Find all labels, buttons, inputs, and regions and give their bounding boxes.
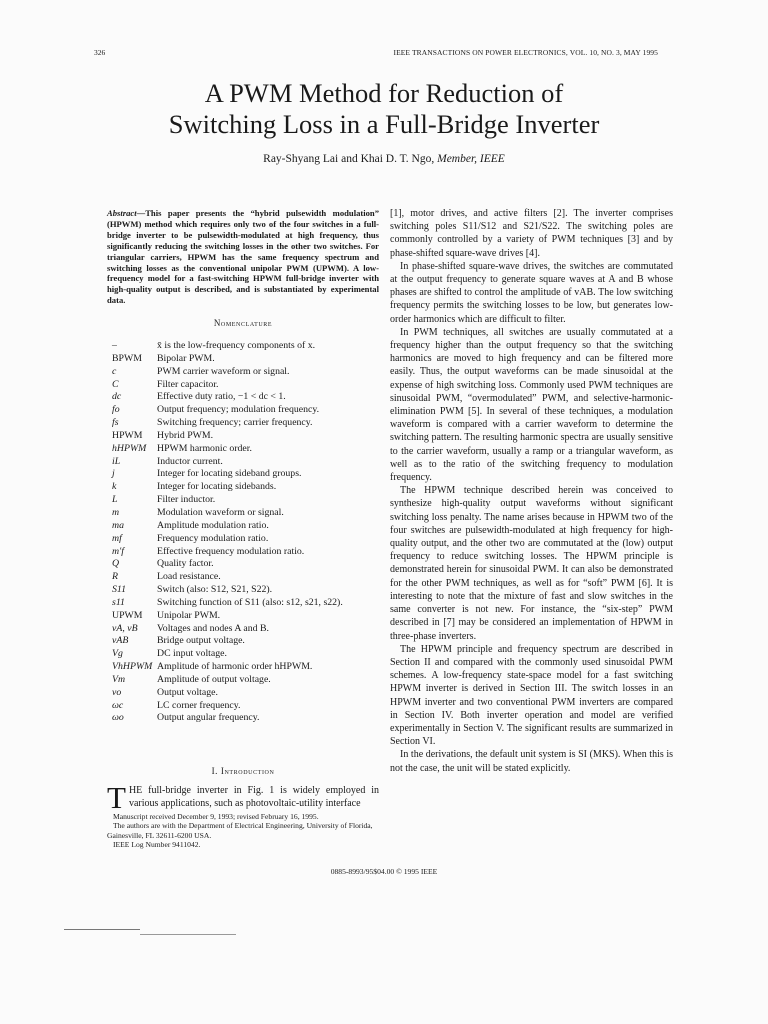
paragraph-4: The HPWM technique described herein was conceived to synthesize high-quality output waveforms without significant switching loss penalty. The name arises because in HPWM two of the four switches are pulsewidth-modulated at high frequency for high-quality output, and the other two are commutated at the (low) output frequency to reduce switching losses. The HPWM principle is demonstrated herein for sinusoidal PWM. It can also be demonstrated for the other PWM techniques, as well as for “soft” PWM [6]. It is interesting to note that the mixture of fast and slow switches in the same converter is not new. For instance, the “six-step” PWM described in [7] may be considered an implementation of HPWM in three-phase inverters. (390, 485, 673, 642)
nomenclature-row (112, 533, 343, 546)
paper-title (0, 78, 768, 140)
nomenclature-definition: Switching function of S11 (also: s12, s21, s22). (157, 596, 343, 608)
nomenclature-symbol: fo (112, 404, 120, 416)
nomenclature-row (112, 391, 343, 404)
nomenclature-symbol: – (112, 340, 117, 351)
nomenclature-row (112, 597, 343, 610)
nomenclature-definition: Inductor current. (157, 455, 223, 467)
nomenclature-definition: x̄ is the low-frequency components of x. (157, 340, 316, 351)
title-line-2: Switching Loss in a Full-Bridge Inverter (168, 109, 600, 139)
nomenclature-definition: Frequency modulation ratio. (157, 532, 269, 544)
nomenclature-symbol: Q (112, 558, 120, 570)
nomenclature-symbol: ma (112, 519, 124, 531)
scan-rule (64, 929, 140, 930)
introduction-text (107, 780, 379, 815)
right-column (390, 207, 673, 775)
nomenclature-row (112, 712, 343, 725)
nomenclature-symbol: m′f (112, 545, 124, 557)
nomenclature-symbol: Vg (112, 648, 123, 660)
nomenclature-definition: Integer for locating sideband groups. (157, 468, 302, 480)
nomenclature-definition: Quality factor. (157, 558, 214, 570)
nomenclature-heading: Nomenclature (213, 318, 273, 328)
nomenclature-symbol: C (112, 378, 119, 390)
nomenclature-definition: Unipolar PWM. (157, 609, 221, 621)
nomenclature-definition: DC input voltage. (157, 648, 227, 660)
nomenclature-definition: Filter capacitor. (157, 378, 219, 390)
abstract-text: This paper presents the “hybrid pulsewidth modulation” (HPWM) method which requires only two of the four switches in a full-bridge inverter to be pulsewidth-modulated at high frequency, thus significantly reducing the switching losses in the other two switches. For triangular carriers, HPWM has the same frequency spectrum and switching losses as the conventional unipolar PWM (UPWM). A low-frequency model for a fast-switching HPWM full-bridge inverter with high-quality output is described, and is substantiated by experimental data. (107, 208, 379, 306)
nomenclature-symbol: vAB (112, 635, 129, 647)
drop-cap: T (107, 780, 126, 815)
nomenclature-row (112, 584, 343, 597)
nomenclature-row (112, 507, 343, 520)
abstract (107, 208, 379, 306)
nomenclature-symbol: mf (112, 532, 122, 544)
nomenclature-definition: Effective duty ratio, −1 < dc < 1. (157, 391, 286, 403)
nomenclature-row (112, 571, 343, 584)
nomenclature-definition: Modulation waveform or signal. (157, 506, 284, 518)
author-line (0, 153, 768, 165)
author-names: Ray-Shyang Lai and Khai D. T. Ngo, (263, 153, 435, 165)
nomenclature-symbol: j (112, 468, 115, 480)
nomenclature-row (112, 623, 343, 636)
nomenclature-definition: Amplitude of output voltage. (157, 673, 271, 685)
nomenclature-definition: Amplitude modulation ratio. (157, 519, 269, 531)
paragraph-6: In the derivations, the default unit system is SI (MKS). When this is not the case, the unit will be stated explicitly. (390, 749, 673, 774)
title-line-1: A PWM Method for Reduction of (204, 78, 564, 108)
nomenclature-definition: Filter inductor. (157, 494, 216, 506)
nomenclature-definition: Switching frequency; carrier frequency. (157, 417, 313, 429)
journal-header: IEEE TRANSACTIONS ON POWER ELECTRONICS, VOL. 10, NO. 3, MAY 1995 (393, 48, 658, 57)
nomenclature-symbol: BPWM (112, 352, 142, 364)
nomenclature-definition: Amplitude of harmonic order hHPWM. (157, 661, 313, 673)
nomenclature-symbol: Vm (112, 673, 126, 685)
nomenclature-row (112, 481, 343, 494)
nomenclature-row (112, 520, 343, 533)
nomenclature-row (112, 443, 343, 456)
nomenclature-row (112, 635, 343, 648)
footnote-received: Manuscript received December 9, 1993; revised February 16, 1995. (113, 812, 319, 821)
nomenclature-symbol: ωc (112, 699, 124, 711)
intro-body: HE full-bridge inverter in Fig. 1 is widely employed in various applications, such as photovoltaic-utility interface (128, 785, 379, 809)
nomenclature-definition: Output frequency; modulation frequency. (157, 404, 320, 416)
nomenclature-table (112, 340, 343, 725)
nomenclature-symbol: ωo (112, 712, 124, 724)
nomenclature-row (112, 353, 343, 366)
nomenclature-row (112, 430, 343, 443)
nomenclature-symbol: vo (112, 686, 122, 698)
page-number: 326 (94, 48, 106, 57)
nomenclature-definition: PWM carrier waveform or signal. (157, 365, 290, 377)
nomenclature-row (112, 379, 343, 392)
nomenclature-symbol: R (112, 571, 118, 583)
nomenclature-symbol: k (112, 481, 117, 493)
nomenclature-definition: Load resistance. (157, 571, 221, 583)
nomenclature-symbol: HPWM (112, 429, 143, 441)
footnote (107, 812, 379, 850)
nomenclature-row (112, 494, 343, 507)
nomenclature-definition: Hybrid PWM. (157, 429, 214, 441)
scan-rule (140, 934, 236, 935)
nomenclature-definition: Bridge output voltage. (157, 635, 245, 647)
nomenclature-symbol: dc (112, 391, 122, 403)
nomenclature-definition: Output voltage. (157, 686, 218, 698)
nomenclature-row (112, 456, 343, 469)
nomenclature-symbol: L (112, 494, 118, 506)
introduction-heading: I. Introduction (211, 766, 275, 776)
author-role: Member, IEEE (437, 153, 505, 165)
nomenclature-row (112, 366, 343, 379)
nomenclature-symbol: m (112, 506, 120, 518)
nomenclature-symbol: vA, vB (112, 622, 138, 634)
nomenclature-row (112, 404, 343, 417)
nomenclature-definition: Effective frequency modulation ratio. (157, 545, 305, 557)
paragraph-5: The HPWM principle and frequency spectrum are described in Section II and compared with the commonly used sinusoidal PWM schemes. A low-frequency state-space model for a fast switching HPWM inverter is derived in Section III. The switch losses in an HPWM inverter and two conventional PWM inverters are compared in Section IV. Both inverter operation and model are verified experimentally in Section V. The significant results are summarized in Section VI. (390, 643, 673, 748)
nomenclature-row (112, 558, 343, 571)
nomenclature-symbol: VhHPWM (112, 661, 153, 673)
nomenclature-definition: Switch (also: S12, S21, S22). (157, 584, 273, 596)
nomenclature-row (112, 546, 343, 559)
nomenclature-symbol: UPWM (112, 609, 143, 621)
nomenclature-symbol: c (112, 365, 117, 377)
paragraph-2: In phase-shifted square-wave drives, the switches are commutated at the output frequency to generate square waves at A and B whose phases are shifted to control the amplitude of vAB. The low switching frequency permits the switching losses to be low, but generates low-order harmonics which are difficult to filter. (390, 260, 673, 325)
nomenclature-row (112, 674, 343, 687)
nomenclature-definition: Bipolar PWM. (157, 352, 215, 364)
nomenclature-definition: Output angular frequency. (157, 712, 260, 724)
nomenclature-symbol: s11 (112, 596, 125, 608)
abstract-label: Abstract— (107, 208, 146, 218)
nomenclature-symbol: iL (112, 455, 121, 467)
nomenclature-row (112, 340, 343, 353)
nomenclature-definition: Integer for locating sidebands. (157, 481, 277, 493)
nomenclature-definition: HPWM harmonic order. (157, 442, 252, 454)
nomenclature-row (112, 417, 343, 430)
nomenclature-symbol: fs (112, 417, 119, 429)
nomenclature-row (112, 687, 343, 700)
paragraph-1: [1], motor drives, and active filters [2]. The inverter comprises switching poles S11/S12 and S21/S22. The switching poles are commonly controlled by a variety of PWM techniques [3] and by phase-shifted square-wave drives [4]. (390, 208, 673, 259)
nomenclature-row (112, 468, 343, 481)
nomenclature-definition: LC corner frequency. (157, 699, 241, 711)
nomenclature-row (112, 648, 343, 661)
footnote-log: IEEE Log Number 9411042. (113, 840, 201, 850)
nomenclature-symbol: S11 (112, 584, 126, 596)
nomenclature-row (112, 700, 343, 713)
copyright-line: 0885-8993/95$04.00 © 1995 IEEE (330, 867, 438, 876)
nomenclature-row (112, 661, 343, 674)
paragraph-3: In PWM techniques, all switches are usually commutated at a frequency higher than the output frequency so that the switching harmonics are moved to high frequency and can be filtered more easily. Thus, the output waveforms can be made sinusoidal at the expense of high switching loss. Commonly used PWM techniques are sinusoidal PWM, “overmodulated” PWM, and selective-harmonic-elimination PWM [5]. In several of these techniques, a modulation waveform is compared with a carrier waveform to determine the switching pattern. The resulting harmonic spectra are usually sensitive to the carrier waveform, usually a ramp or a triangular waveform, as well as to the ratio of the switching frequency to modulation frequency. (390, 326, 673, 484)
nomenclature-symbol: hHPWM (112, 442, 147, 454)
nomenclature-row (112, 610, 343, 623)
footnote-affiliation: The authors are with the Department of Electrical Engineering, University of Florida, Gainesville, FL 32611-6200 USA. (107, 821, 373, 840)
nomenclature-definition: Voltages and nodes A and B. (157, 622, 269, 634)
